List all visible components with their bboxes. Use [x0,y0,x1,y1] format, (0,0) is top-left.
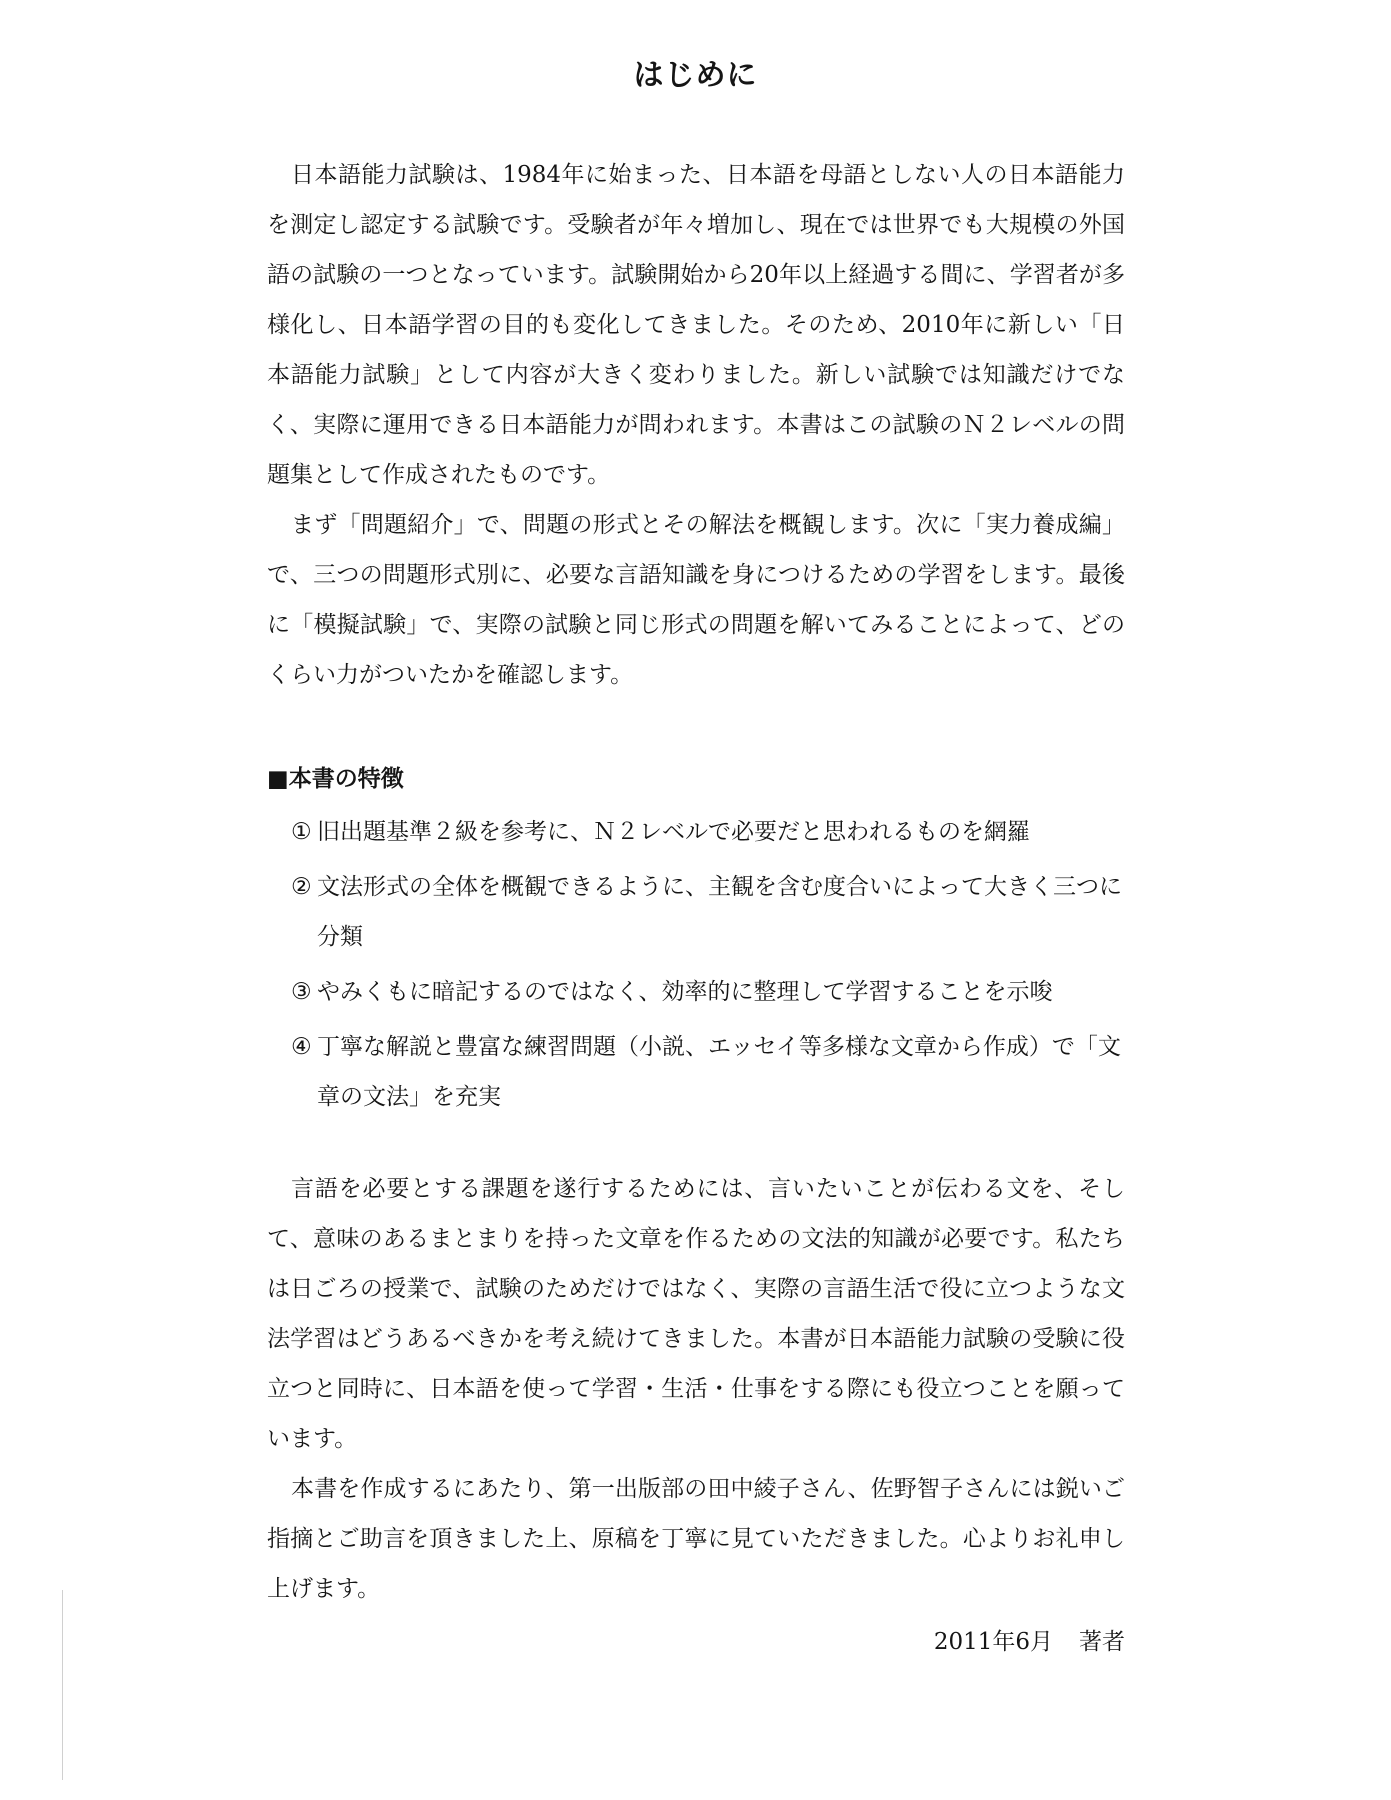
feature-text: やみくもに暗記するのではなく、効率的に整理して学習することを示唆 [317,979,1053,1005]
feature-text: 文法形式の全体を概観できるように、主観を含む度合いによって大きく三つに分類 [317,874,1122,950]
features-section [267,754,1125,1127]
scan-artifact-line [62,1590,63,1780]
features-heading: ■本書の特徴 [267,766,404,792]
feature-item-1 [291,807,1125,857]
closing-paragraph-2: 本書を作成するにあたり、第一出版部の田中綾子さん、佐野智子さんには鋭いご指摘とご助言を頂きました上、原稿を丁寧に見ていただきました。心よりお礼申し上げます。 [267,1476,1125,1602]
closing-paragraph-1: 言語を必要とする課題を遂行するためには、言いたいことが伝わる文を、そして、意味のあるまとまりを持った文章を作るための文法的知識が必要です。私たちは日ごろの授業で、試験のためだけではなく、実際の言語生活で役に立つような文法学習はどうあるべきかを考え続けてきました。本書が日本語能力試験の受験に役立つと同時に、日本語を使って学習・生活・仕事をする際にも役立つことを願っています。 [267,1176,1126,1452]
signature [934,1617,1125,1667]
intro-section [267,150,1125,700]
page-title: はじめに [633,58,758,93]
feature-item-3 [291,967,1125,1017]
feature-number: ④ [291,1034,312,1060]
features-list [267,807,1125,1122]
feature-number: ③ [291,979,312,1005]
intro-paragraph-2: まず「問題紹介」で、問題の形式とその解法を概観します。次に「実力養成編」で、三つの問題形式別に、必要な言語知識を身につけるための学習をします。最後に「模擬試験」で、実際の試験と同じ形式の問題を解いてみることによって、どのくらい力がついたかを確認します。 [267,512,1125,688]
feature-text: 旧出題基準２級を参考に、Ｎ２レベルで必要だと思われるものを網羅 [317,819,1030,845]
feature-item-2 [291,862,1125,962]
feature-number: ② [291,874,312,900]
signature-author: 著者 [1079,1629,1125,1655]
feature-number: ① [291,819,312,845]
closing-section [267,1164,1125,1614]
signature-date: 2011年6月 [933,1629,1053,1655]
feature-item-4 [291,1022,1125,1122]
intro-paragraph-1: 日本語能力試験は、1984年に始まった、日本語を母語としない人の日本語能力を測定し認定する試験です。受験者が年々増加し、現在では世界でも大規模の外国語の試験の一つとなっています。試験開始から20年以上経過する間に、学習者が多様化し、日本語学習の目的も変化してきました。そのため、2010年に新しい「日本語能力試験」として内容が大きく変わりました。新しい試験では知識だけでなく、実際に運用できる日本語能力が問われます。本書はこの試験のＮ２レベルの問題集として作成されたものです。 [267,162,1125,488]
feature-text: 丁寧な解説と豊富な練習問題（小説、エッセイ等多様な文章から作成）で「文章の文法」を充実 [317,1034,1121,1110]
